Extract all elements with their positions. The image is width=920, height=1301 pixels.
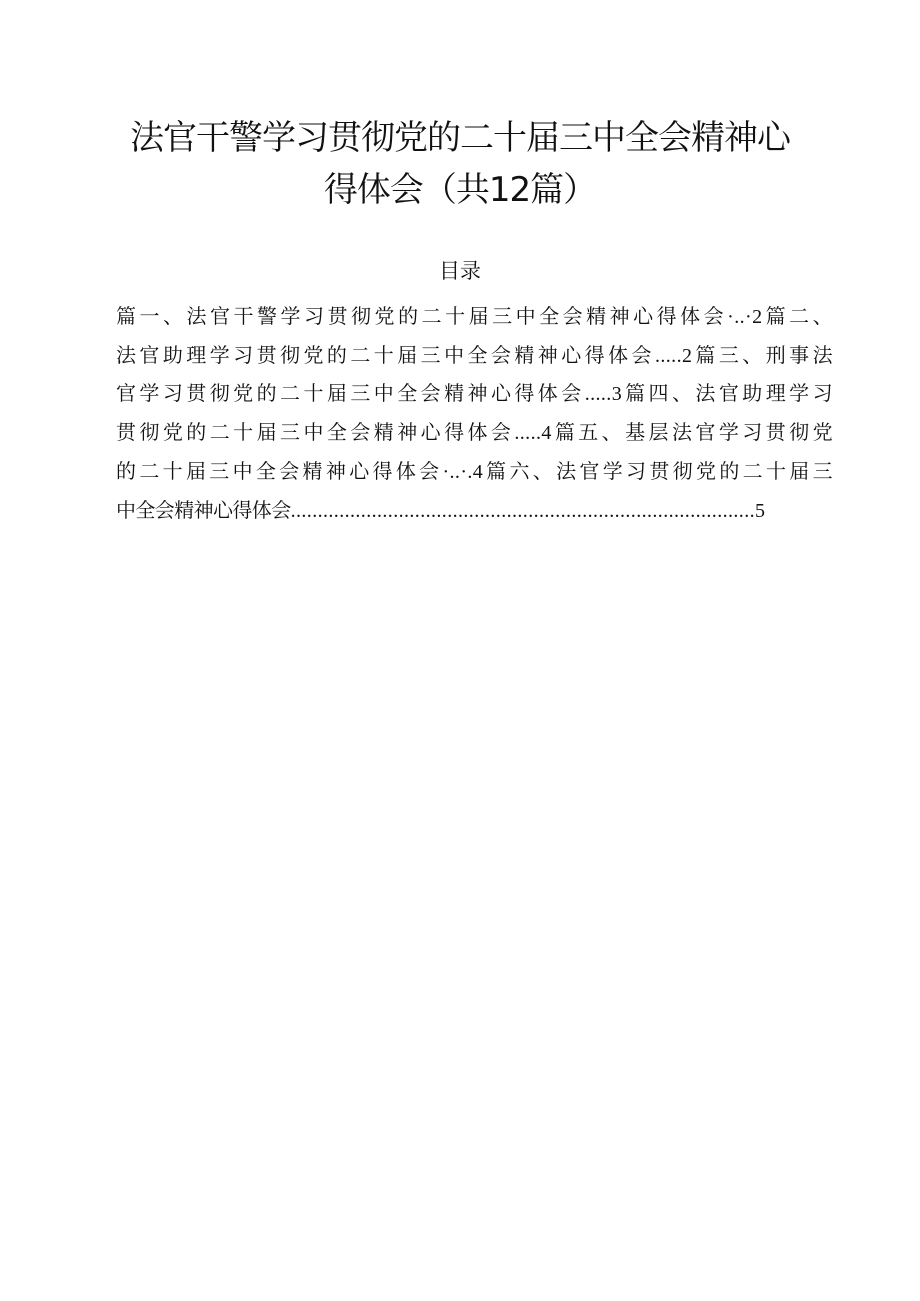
toc-heading: 目录 <box>439 259 481 283</box>
toc-line[interactable] <box>116 298 832 337</box>
table-of-contents <box>116 298 832 530</box>
toc-line[interactable] <box>116 337 832 376</box>
toc-leader-dots: ·..· <box>727 306 753 328</box>
toc-entry-continuation: 篇四、法官助理学习 <box>621 381 832 406</box>
toc-entry-text: 法官助理学习贯彻党的二十届三中全会精神心得体会 <box>116 342 655 367</box>
toc-line[interactable] <box>116 414 832 453</box>
toc-leader-dots: ..... <box>514 422 542 445</box>
toc-entry-continuation: 篇三、刑事法 <box>691 342 832 367</box>
toc-entry-continuation: 篇五、基层法官学习贯彻党 <box>550 420 832 445</box>
toc-line[interactable] <box>116 375 832 414</box>
toc-page-number: 4 <box>472 460 483 483</box>
toc-page-number: 5 <box>755 499 765 522</box>
toc-entry-continuation: 篇六、法官学习贯彻党的二十届三 <box>482 458 832 483</box>
toc-page-number: 2 <box>752 306 762 328</box>
toc-entry-text: 中全会精神心得体会 <box>116 497 291 522</box>
toc-leader-dots: ..... <box>584 383 612 406</box>
toc-page-number: 3 <box>611 383 622 406</box>
toc-line[interactable] <box>116 492 832 531</box>
toc-entry-text: 篇一、法官干警学习贯彻党的二十届三中全会精神心得体会 <box>116 304 728 328</box>
toc-leader-dots: ..... <box>654 344 682 367</box>
document-title <box>100 112 820 216</box>
title-line-1: 法官干警学习贯彻党的二十届三中全会精神心 <box>130 118 790 158</box>
toc-entry-text: 官学习贯彻党的二十届三中全会精神心得体会 <box>116 381 585 406</box>
toc-line[interactable] <box>116 453 832 492</box>
toc-leader-dots: ·..·. <box>442 460 473 483</box>
toc-entry-continuation: 篇二、 <box>761 304 833 328</box>
toc-page-number: 4 <box>541 422 551 445</box>
toc-entry-text: 的二十届三中全会精神心得体会 <box>116 458 443 483</box>
toc-leader-dots: ...................................................................................... <box>290 499 756 522</box>
toc-page-number: 2 <box>681 344 692 367</box>
toc-entry-text: 贯彻党的二十届三中全会精神心得体会 <box>116 420 515 445</box>
title-line-2: 得体会（共12篇） <box>323 170 597 210</box>
